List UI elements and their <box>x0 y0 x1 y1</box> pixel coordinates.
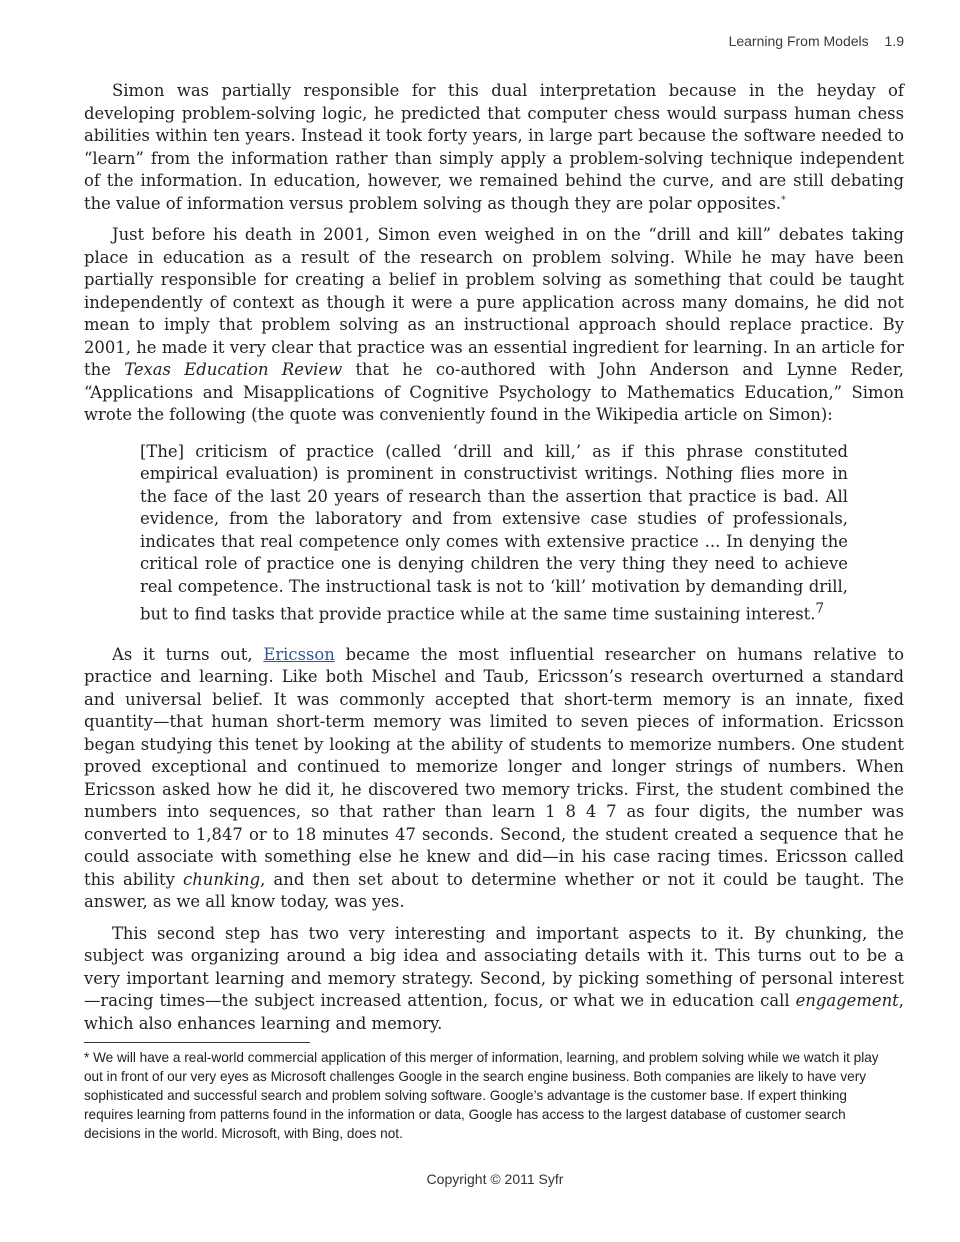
footnote: * We will have a real-world commercial application of this merger of information, learning, and problem solving while we watch it play out in front of our very eyes as Microsoft challenges Google in the search engine business. Both companies are likely to have very sophisticated and successful search and problem solving software. Google’s advantage is the customer base. If expert thinking requires learning from patterns found in the information or data, Google has access to the largest database of customer search decisions in the world. Microsoft, with Bing, does not. <box>84 1050 879 1141</box>
paragraph-text: Simon was partially responsible for this dual interpretation because in the heyday of developing problem-solving logic, he predicted that computer chess would surpass human chess abilities within ten years. Instead it took forty years, in large part because the software needed to “learn” from the information rather than simply apply a problem-solving technique independent of the information. In education, however, we remained behind the curve, and are still debating the value of information versus problem solving as though they are polar opposites. <box>84 81 904 213</box>
journal-title: Texas Education Review <box>124 360 343 379</box>
running-head <box>729 33 904 49</box>
paragraph-text: Just before his death in 2001, Simon even weighed in on the “drill and kill” debates taking place in education as a result of the research on problem solving. While he may have been partially responsible for creating a belief in problem solving as something that could be taught independently of context as though it were a pure application across many domains, he did not mean to imply that problem solving as an instructional approach should replace practice. By 2001, he made it very clear that practice was an essential ingredient for learning. In an article for the <box>84 225 904 379</box>
paragraph-ericsson <box>84 644 904 914</box>
running-head-title: Learning From Models <box>728 33 869 49</box>
paragraph-second-step <box>84 923 904 1036</box>
body-text <box>84 80 904 1044</box>
copyright-footer: Copyright © 2011 Syfr <box>426 1171 564 1187</box>
paragraph-text: became the most influential researcher on humans relative to practice and learning. Like both Mischel and Taub, Ericsson’s research overturned a standard and universal belief. It was commonly accepted that short-term memory is an innate, fixed quantity—that human short-term memory was limited to seven pieces of information. Ericsson began studying this tenet by looking at the ability of students to memorize numbers. One student proved exceptional and continued to memorize longer and longer strings of numbers. When Ericsson asked how he did it, he discovered two memory tricks. First, the student combined the numbers into sequences, so that rather than learn 1 8 4 7 as four digits, the number was converted to 1,847 or to 18 minutes 47 seconds. Second, the student created a sequence that he could associate with something else he knew and did—in his case racing times. Ericsson called this ability <box>84 644 904 889</box>
paragraph-text: This second step has two very interesting and important aspects to it. By chunking, the subject was organizing around a big idea and associating details with it. This turns out to be a very important learning and memory strategy. Second, by picking something of personal interest—racing times—the subject increased attention, focus, or what we in education call <box>84 923 904 1011</box>
quote-text: [The] criticism of practice (called ‘drill and kill,’ as if this phrase constituted empirical evaluation) is prominent in constructivist writings. Nothing flies more in the face of the last 20 years of research than the assertion that practice is bad. All evidence, from the laboratory and from extensive case studies of professionals, indicates that real competence only comes with extensive practice ... In denying the critical role of practice one is denying children the very thing they need to achieve real competence. The instructional task is not to ‘kill’ motivation by demanding drill, but to find tasks that provide practice while at the same time sustaining interest. <box>140 441 848 624</box>
paragraph-text: , and then set about to determine whether or not it could be taught. The answer, as we all know today, was yes. <box>84 869 905 912</box>
block-quote <box>140 441 848 626</box>
ericsson-link[interactable]: Ericsson <box>263 644 335 664</box>
emphasis-engagement: engagement <box>795 991 899 1011</box>
paragraph-simon-interpretation <box>84 80 904 215</box>
emphasis-chunking: chunking <box>183 869 261 889</box>
paragraph-text: As it turns out, <box>112 644 264 664</box>
paragraph-text: , which also enhances learning and memory. <box>84 991 904 1033</box>
footnote-divider <box>84 1042 310 1043</box>
paragraph-drill-and-kill <box>84 224 904 427</box>
footnote-marker: * <box>781 195 786 206</box>
page-number: 1.9 <box>884 33 904 49</box>
endnote-marker: 7 <box>815 601 825 617</box>
paragraph-text: that he co-authored with John Anderson and Lynne Reder, “Applications and Misapplications of Cognitive Psychology to Mathematics Education,” Simon wrote the following (the quote was conveniently found in the Wikipedia article on Simon): <box>84 360 904 424</box>
